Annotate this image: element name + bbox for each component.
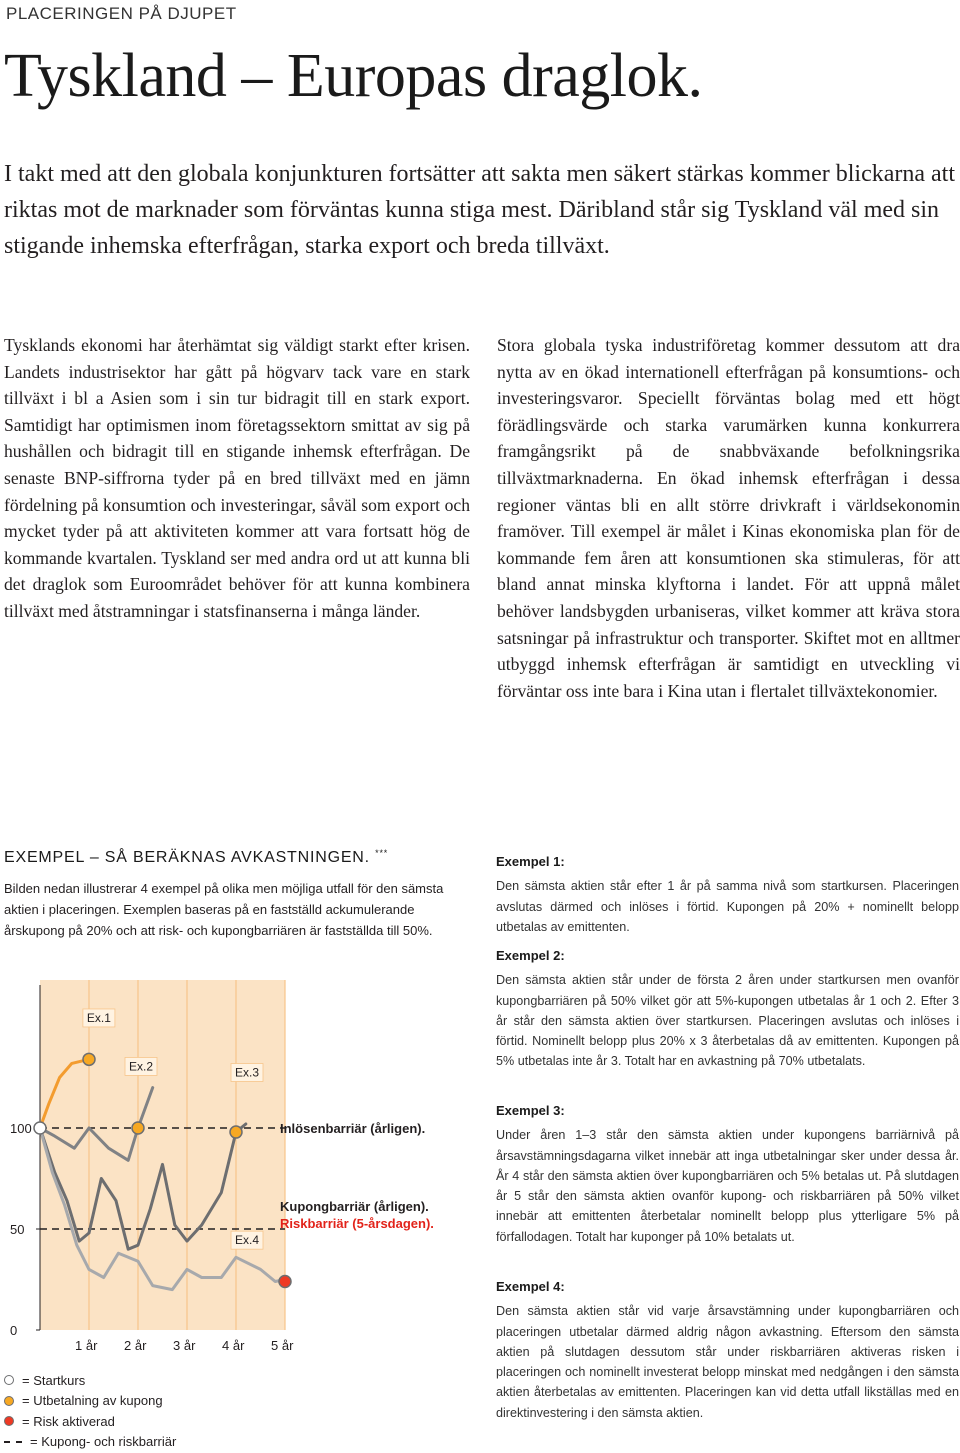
legend-barrier-label: = Kupong- och riskbarriär: [30, 1434, 177, 1450]
x-tick-label: 3 år: [173, 1338, 196, 1353]
example-heading: [4, 848, 388, 867]
legend-coupon-label: = Utbetalning av kupong: [22, 1393, 163, 1409]
coupon-point: [230, 1126, 242, 1138]
coupon-point: [132, 1122, 144, 1134]
coupon-barrier-label: Kupongbarriär (årligen).: [280, 1199, 429, 1214]
scenario-chart: [0, 960, 470, 1365]
example-1: [496, 852, 959, 937]
legend-barrier: [4, 1432, 176, 1453]
chart-legend: [4, 1370, 176, 1452]
example-2-text: Den sämsta aktien står under de första 2 åren under startkursen men ovanför kupongbarriären på 50% vilket gör att 5%-kupongen utbetalas år 1 och 2. Efter 3 år står den sämsta aktien över startkursen. Placeringen avslutas och inlöses i förtid. Nominellt belopp plus 20% x 3 återbetalas då av emittenten. Kupongen på 5% utbetalas inte år 3. Totalt har en avkastning på 70% utbetalats.: [496, 973, 959, 1069]
example-1-text: Den sämsta aktien står efter 1 år på samma nivå som startkursen. Placeringen avslutas därmed och inlöses i förtid. Kupongen på 20% + nominellt belopp utbetalas av emittenten.: [496, 879, 959, 934]
series-label: Ex.1: [86, 1010, 111, 1025]
risk-point: [279, 1276, 291, 1288]
series-label: Ex.4: [235, 1233, 260, 1248]
legend-risk: [4, 1411, 176, 1432]
x-tick-label: 5 år: [271, 1338, 294, 1353]
legend-start: [4, 1370, 176, 1391]
series-label: Ex.2: [129, 1059, 154, 1074]
risk-dot-icon: [4, 1416, 14, 1426]
legend-risk-label: = Risk aktiverad: [22, 1413, 115, 1429]
x-tick-label: 1 år: [75, 1338, 98, 1353]
example-1-title: Exempel 1:: [496, 854, 565, 869]
example-heading-text: EXEMPEL – SÅ BERÄKNAS AVKASTNINGEN.: [4, 849, 370, 866]
example-intro: Bilden nedan illustrerar 4 exempel på olika men möjliga utfall för den sämsta aktien i placeringen. Exemplen baseras på en fastställd ackumulerande årskupong på 20% och att risk- och kupongbarriären är fastställda till 50%.: [4, 881, 444, 938]
body-column-right: Stora globala tyska industriföretag kommer dessutom att dra nytta av en ökad internationell efterfrågan på konsumtions- och investeringsvaror. Speciellt förväntas bolag med ett högt förädlingsvärde och starka varumärken kunna konkurrera framgångsrikt på de snabbväxande befolkningsrika tillväxtmarknaderna. En ökad inhemsk efterfrågan i dessa regioner väntas bli en allt större drivkraft i världsekonomin framöver. Till exempel är målet i Kinas ekonomiska plan för de kommande fem åren att konsumtionen ska stimuleras, för att bland annat minska klyftorna i landet. För att uppnå målet behöver landsbygden urbaniseras, vilket kommer att kräva stora satsningar på infrastruktur och transporter. Skiftet mot en alltmer utbyggd inhemsk efterfrågan är samtidigt en utveckling vi förväntar oss inte bara i Kina utan i flertalet tillväxtekonomier.: [497, 335, 960, 701]
page-title: Tyskland – Europas draglok.: [4, 42, 703, 110]
coupon-point: [83, 1053, 95, 1065]
example-2-title: Exempel 2:: [496, 948, 565, 963]
plot-area: [36, 980, 285, 1330]
example-4-title: Exempel 4:: [496, 1279, 565, 1294]
y-tick-label: 0: [10, 1323, 18, 1338]
dashed-line-icon: [4, 1441, 22, 1443]
series-label: Ex.3: [235, 1065, 260, 1080]
y-tick-label: 50: [10, 1222, 25, 1237]
lead-paragraph: I takt med att den globala konjunkturen fortsätter att sakta men säkert stärkas kommer blickarna att riktas mot de marknader som förväntas kunna stiga mest. Däribland står sig Tyskland väl med sin stigande inhemska efterfrågan, starka export och breda tillväxt.: [4, 161, 956, 259]
x-tick-label: 4 år: [222, 1338, 245, 1353]
example-3-text: Under åren 1–3 står den sämsta aktien under kupongens barriärnivå på årsavstämningsdagarna vilket innebär att inga utbetalningar sker under dessa år. År 4 står den sämsta aktien över kupongbarriären och 5% betalas ut. På slutdagen år 5 står den sämsta aktien ovanför kupong- och riskbarriären på 50% vilket innebär att emittenten återbetalar nominellt belopp plus ytterligare 5% på förfallodagen. Totalt har kuponger på 10% betalats ut.: [496, 1128, 959, 1244]
chart-background-area: [40, 980, 285, 1330]
example-3-title: Exempel 3:: [496, 1103, 565, 1118]
start-dot-icon: [4, 1375, 14, 1385]
x-tick-label: 2 år: [124, 1338, 147, 1353]
coupon-dot-icon: [4, 1396, 14, 1406]
example-2: [496, 946, 959, 1072]
legend-start-label: = Startkurs: [22, 1372, 86, 1388]
example-3: [496, 1101, 959, 1247]
start-point: [34, 1122, 46, 1134]
redemption-barrier-label: Inlösenbarriär (årligen).: [280, 1121, 426, 1136]
body-column-left: Tysklands ekonomi har återhämtat sig väldigt starkt efter krisen. Landets industrisektor har gått på högvarv tack vare en stark tillväxt i bl a Asien som i sin tur bidragit till en stark export. Samtidigt har optimismen inom företagssektorn smittat av sig på hushållen och bidragit till en stigande inhemsk efterfrågan. De senaste BNP-siffrorna tyder på en bred tillväxt med en jämn fördelning på konsumtion och investeringar, såväl som export och mycket tyder på att aktiviteten kommer att vara fortsatt hög de kommande kvartalen. Tyskland ser med andra ord ut att kunna bli det draglok som Euroområdet behöver för att kunna kombinera tillväxt med åtstramningar i statsfinanserna i många länder.: [4, 335, 470, 621]
legend-coupon: [4, 1391, 176, 1412]
footnote-mark: ***: [375, 848, 389, 858]
section-kicker: PLACERINGEN PÅ DJUPET: [6, 4, 237, 23]
example-4: [496, 1277, 959, 1423]
risk-barrier-label: Riskbarriär (5-årsdagen).: [280, 1216, 434, 1231]
y-tick-label: 100: [10, 1121, 32, 1136]
example-4-text: Den sämsta aktien står vid varje årsavstämning under kupongbarriären och placeringen utbetalar därmed aldrig någon avkastning. Eftersom den sämsta aktien på slutdagen dessutom står under riskbarriären aktiveras risken i placeringen och nominellt investerat belopp minskat med nedgången i den sämsta aktien återbetalas av emittenten. Placeringen kan vid detta utfall likställas med en direktinvestering i den sämsta aktien.: [496, 1304, 959, 1420]
